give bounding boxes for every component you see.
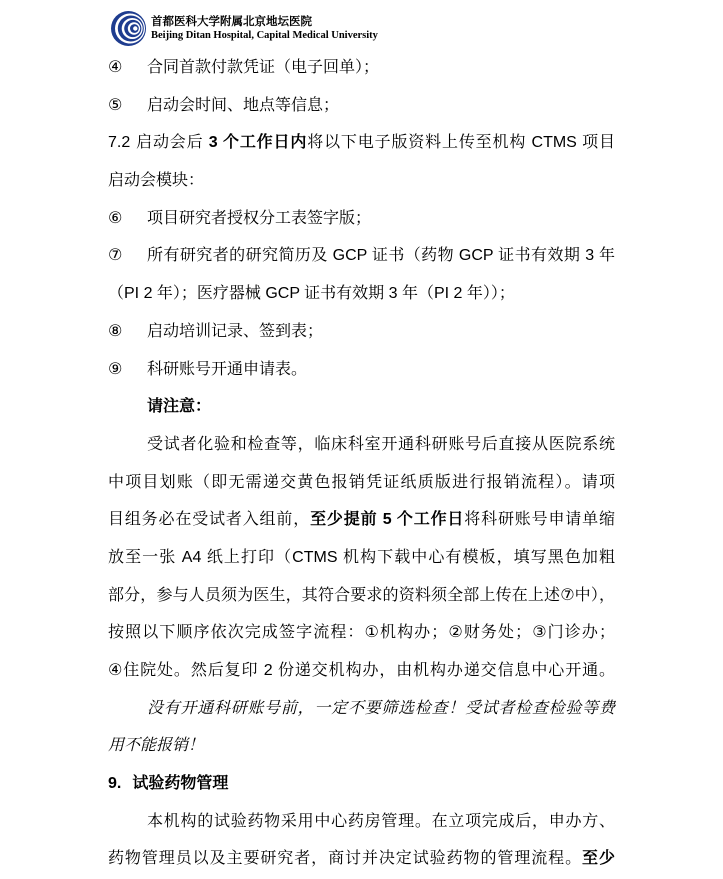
hospital-name: [151, 15, 378, 42]
clause-text: 启动会后: [135, 134, 209, 152]
section-title: 试验药物管理: [132, 775, 229, 793]
notice-line: 部分，参与人员须为医生，其符合要求的资料须全部上传在上述⑦中），: [108, 586, 615, 604]
notice-text: 目组务必在受试者入组前，: [108, 511, 311, 529]
list-marker: ④: [108, 59, 123, 76]
notice-line: 中项目划账（即无需递交黄色报销凭证纸质版进行报销流程）。请项: [108, 473, 615, 491]
notice-heading: 请注意：: [147, 398, 212, 416]
paragraph-text: 药物管理员以及主要研究者，商讨并决定试验药物的管理流程。: [108, 850, 583, 868]
paragraph-line: 本机构的试验药物采用中心药房管理。在立项完成后，申办方、: [147, 812, 615, 830]
warning-line: 用不能报销！: [108, 737, 205, 755]
list-item-text: 科研账号开通申请表。: [147, 360, 308, 378]
list-marker: ⑧: [108, 322, 123, 340]
clause-7-2-line: [108, 124, 615, 162]
notice-line: ④住院处。然后复印 2 份递交机构办，由机构办递交信息中心开通。: [108, 662, 615, 679]
list-item-text: 启动会时间、地点等信息；: [147, 96, 340, 114]
clause-text: 将以下电子版资料上传至机构 CTMS 项目: [307, 134, 615, 152]
page-header: [110, 9, 378, 47]
list-item: [108, 87, 615, 125]
notice-line: 放至一张 A4 纸上打印（CTMS 机构下载中心有模板，填写黑色加粗: [108, 548, 615, 566]
list-marker: ⑨: [108, 360, 123, 378]
hospital-name-en: Beijing Ditan Hospital, Capital Medical University: [151, 29, 378, 41]
list-item: [108, 313, 615, 351]
paragraph-text-bold: 至少: [582, 850, 615, 868]
notice-text: 将科研账号申请单缩: [464, 511, 615, 529]
list-marker: ⑦: [108, 247, 123, 265]
section-number: 9.: [108, 775, 122, 793]
document-body: [108, 49, 615, 878]
list-item-text: 启动培训记录、签到表；: [147, 322, 324, 340]
notice-text-bold: 至少提前 5 个工作日: [310, 511, 465, 529]
hospital-name-cn: 首都医科大学附属北京地坛医院: [151, 15, 312, 28]
warning-line: 没有开通科研账号前，一定不要筛选检查！受试者检查检验等费: [147, 699, 615, 717]
list-item-text: 项目研究者授权分工表签字版；: [147, 209, 372, 227]
section-heading: [108, 765, 615, 803]
paragraph-line: [108, 840, 615, 878]
list-item: [108, 49, 615, 87]
list-marker: ⑤: [108, 96, 123, 114]
clause-number: 7.2: [108, 134, 131, 152]
clause-7-2-line: 启动会模块：: [108, 172, 205, 190]
hospital-logo-icon: [110, 10, 147, 47]
notice-line: 按照以下顺序依次完成签字流程：①机构办；②财务处；③门诊办；: [108, 624, 615, 642]
notice-line: 受试者化验和检查等，临床科室开通科研账号后直接从医院系统: [147, 435, 615, 453]
list-item: [108, 200, 615, 238]
notice-line: [108, 501, 615, 539]
list-item: [108, 351, 615, 389]
clause-text-bold: 3 个工作日内: [208, 134, 308, 152]
list-marker: ⑥: [108, 209, 123, 227]
list-item: [108, 237, 615, 275]
list-item-text: 合同首款付款凭证（电子回单）；: [147, 59, 380, 76]
list-item-text: 所有研究者的研究简历及 GCP 证书（药物 GCP 证书有效期 3 年: [147, 247, 615, 265]
list-item-continuation: （PI 2 年）；医疗器械 GCP 证书有效期 3 年（PI 2 年））；: [108, 285, 515, 303]
